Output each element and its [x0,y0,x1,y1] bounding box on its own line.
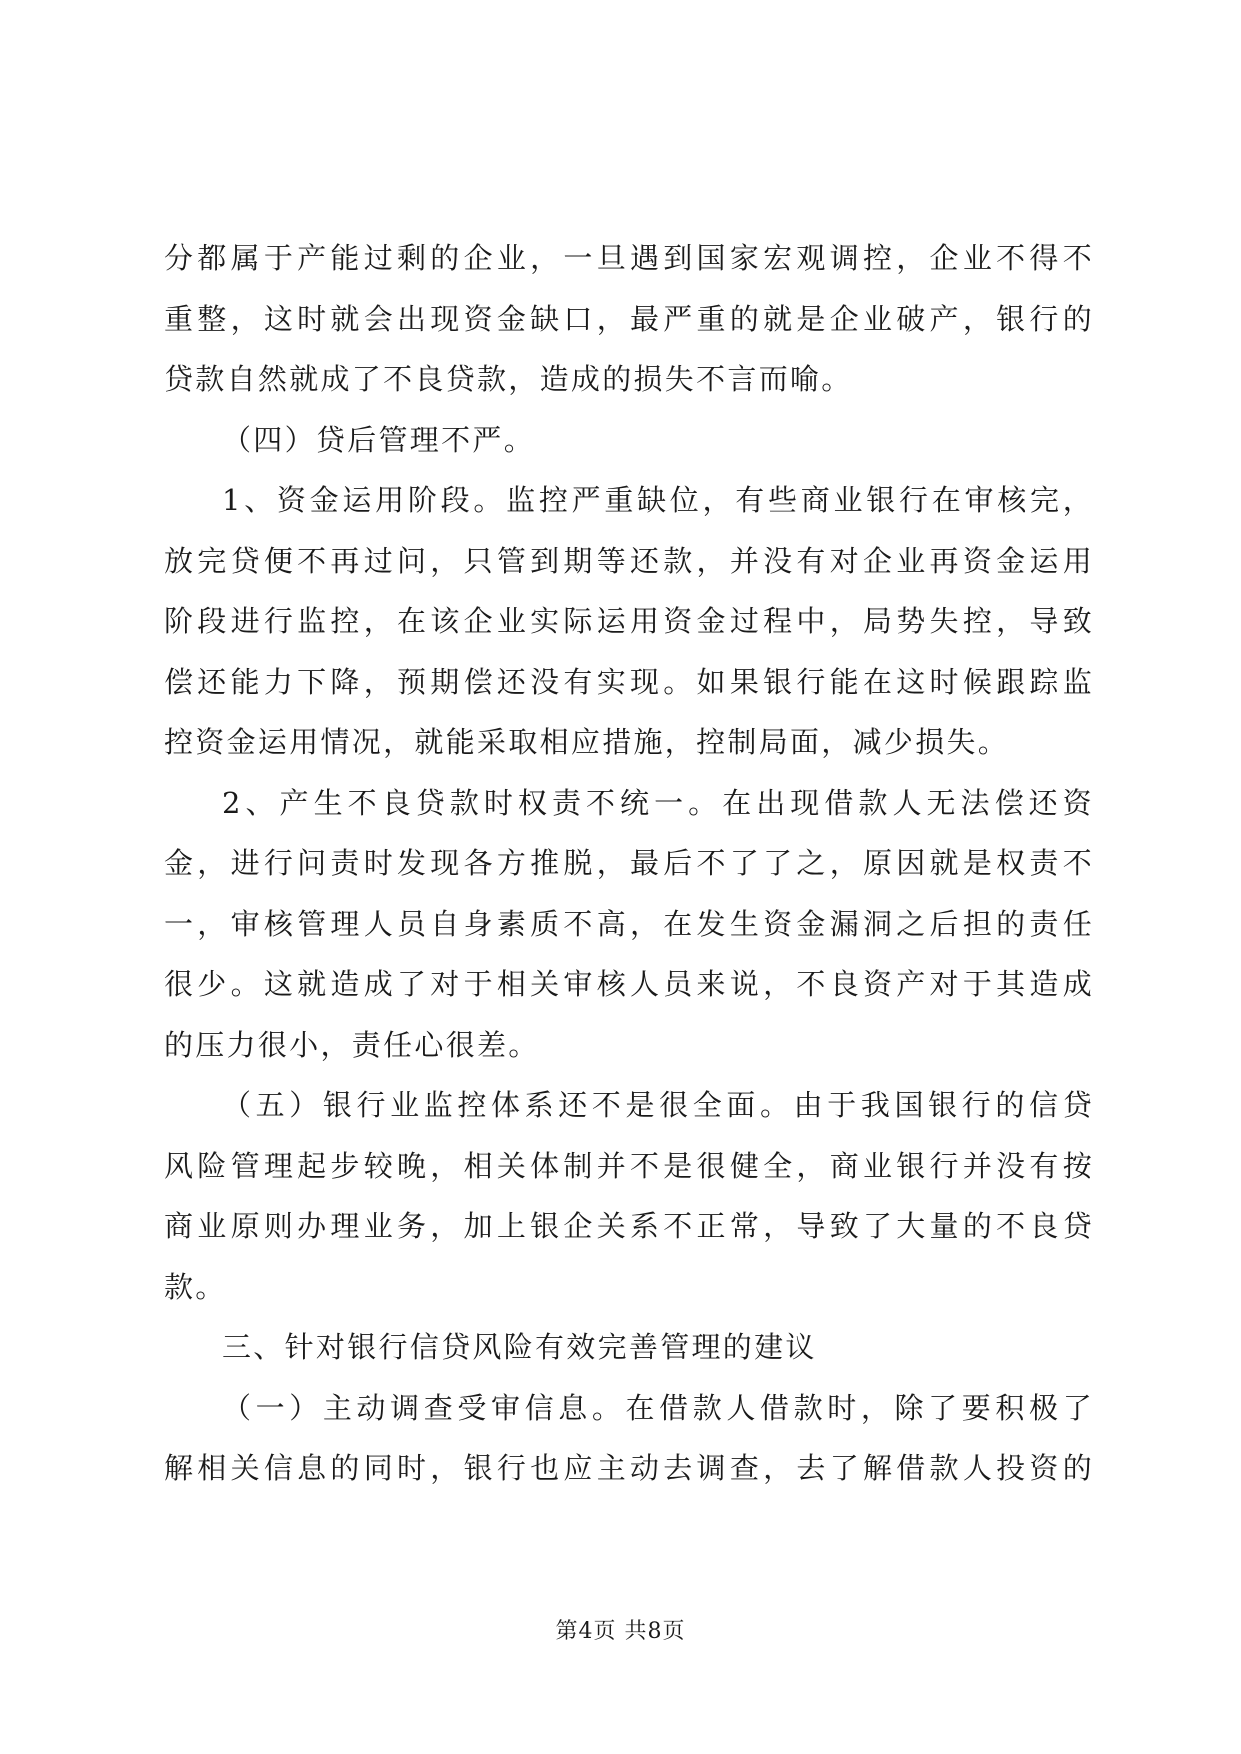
text-line: 阶段进行监控，在该企业实际运用资金过程中，局势失控，导致 [164,604,1094,638]
text-line: 放完贷便不再过问，只管到期等还款，并没有对企业再资金运用 [164,543,1094,578]
text-line: 贷款自然就成了不良贷款，造成的损失不言而喻。 [164,362,853,396]
text-line: 一，审核管理人员自身素质不高，在发生资金漏洞之后担的责任 [164,906,1094,941]
text-line: 款。 [164,1269,227,1304]
text-line: 分都属于产能过剩的企业，一旦遇到国家宏观调控，企业不得不 [164,241,1094,275]
text-line: 风险管理起步较晚，相关体制并不是很健全，商业银行并没有按 [164,1148,1094,1183]
text-line: 解相关信息的同时，银行也应主动去调查，去了解借款人投资的 [164,1451,1094,1485]
section-heading-4 [164,410,1094,471]
text-line: 商业原则办理业务，加上银企关系不正常，导致了大量的不良贷 [164,1209,1094,1243]
section-heading-3 [164,1317,1094,1378]
text-line: （一）主动调查受审信息。在借款人借款时，除了要积极了 [222,1390,1094,1425]
text-line: 的压力很小，责任心很差。 [164,1027,540,1062]
text-line: 2、产生不良贷款时权责不统一。在出现借款人无法偿还资 [222,785,1094,820]
paragraph-heading-1 [164,1378,1094,1499]
document-body [164,228,1094,1499]
paragraph-heading-5 [164,1075,1094,1317]
text-line: 金，进行问责时发现各方推脱，最后不了了之，原因就是权责不 [164,846,1094,880]
paragraph-continuation [164,228,1094,410]
paragraph-item-1 [164,470,1094,773]
heading-line: 三、针对银行信贷风险有效完善管理的建议 [222,1330,817,1364]
text-line: 1、资金运用阶段。监控严重缺位，有些商业银行在审核完， [222,483,1094,517]
page-footer: 第4页 共8页 [555,1619,686,1644]
paragraph-item-2 [164,773,1094,1076]
heading-line: （四）贷后管理不严。 [222,422,536,457]
text-line: 控资金运用情况，就能采取相应措施，控制局面，减少损失。 [164,725,1010,759]
text-line: 很少。这就造成了对于相关审核人员来说，不良资产对于其造成 [164,967,1094,1001]
text-line: 偿还能力下降，预期偿还没有实现。如果银行能在这时候跟踪监 [164,664,1094,699]
text-line: 重整，这时就会出现资金缺口，最严重的就是企业破产，银行的 [164,301,1094,336]
text-line: （五）银行业监控体系还不是很全面。由于我国银行的信贷 [222,1088,1094,1122]
